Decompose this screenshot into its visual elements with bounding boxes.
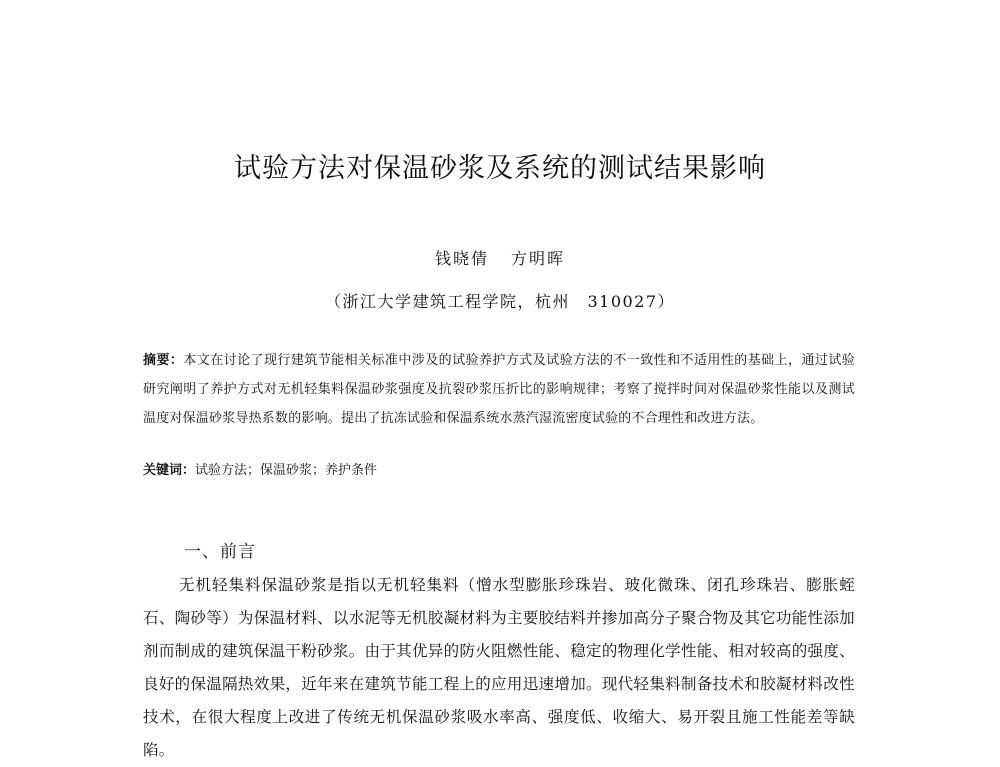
paper-title: 试验方法对保温砂浆及系统的测试结果影响	[234, 153, 766, 184]
author-name: 钱晓倩	[434, 249, 489, 268]
author-affiliation: （浙江大学建筑工程学院，杭州 310027）	[324, 292, 676, 311]
keywords-text: 试验方法；保温砂浆；养护条件	[195, 463, 378, 478]
author-list	[0, 246, 1000, 269]
author-name: 方明晖	[511, 249, 566, 268]
keywords-label: 关键词：	[143, 463, 196, 478]
abstract-text: 本文在讨论了现行建筑节能相关标准中涉及的试验养护方式及试验方法的不一致性和不适用性的基础上，通过试验研究阐明了养护方式对无机轻集料保温砂浆强度及抗裂砂浆压折比的影响规律；考察了搅拌时间对保温砂浆性能以及测试温度对保温砂浆导热系数的影响。提出了抗冻试验和保温系统水蒸汽湿流密度试验的不合理性和改进方法。	[143, 353, 855, 426]
abstract	[143, 346, 855, 433]
keywords	[143, 461, 855, 481]
body-paragraph: 无机轻集料保温砂浆是指以无机轻集料（憎水型膨胀珍珠岩、玻化微珠、闭孔珍珠岩、膨胀蛭石、陶砂等）为保温材料、以水泥等无机胶凝材料为主要胶结料并掺加高分子聚合物及其它功能性添加剂而制成的建筑保温干粉砂浆。由于其优异的防火阻燃性能、稳定的物理化学性能、相对较高的强度、良好的保温隔热效果，近年来在建筑节能工程上的应用迅速增加。现代轻集料制备技术和胶凝材料改性技术，在很大程度上改进了传统无机保温砂浆吸水率高、强度低、收缩大、易开裂且施工性能差等缺陷。	[143, 576, 855, 759]
abstract-label: 摘要：	[143, 353, 184, 368]
section-heading: 一、前言	[184, 542, 256, 562]
